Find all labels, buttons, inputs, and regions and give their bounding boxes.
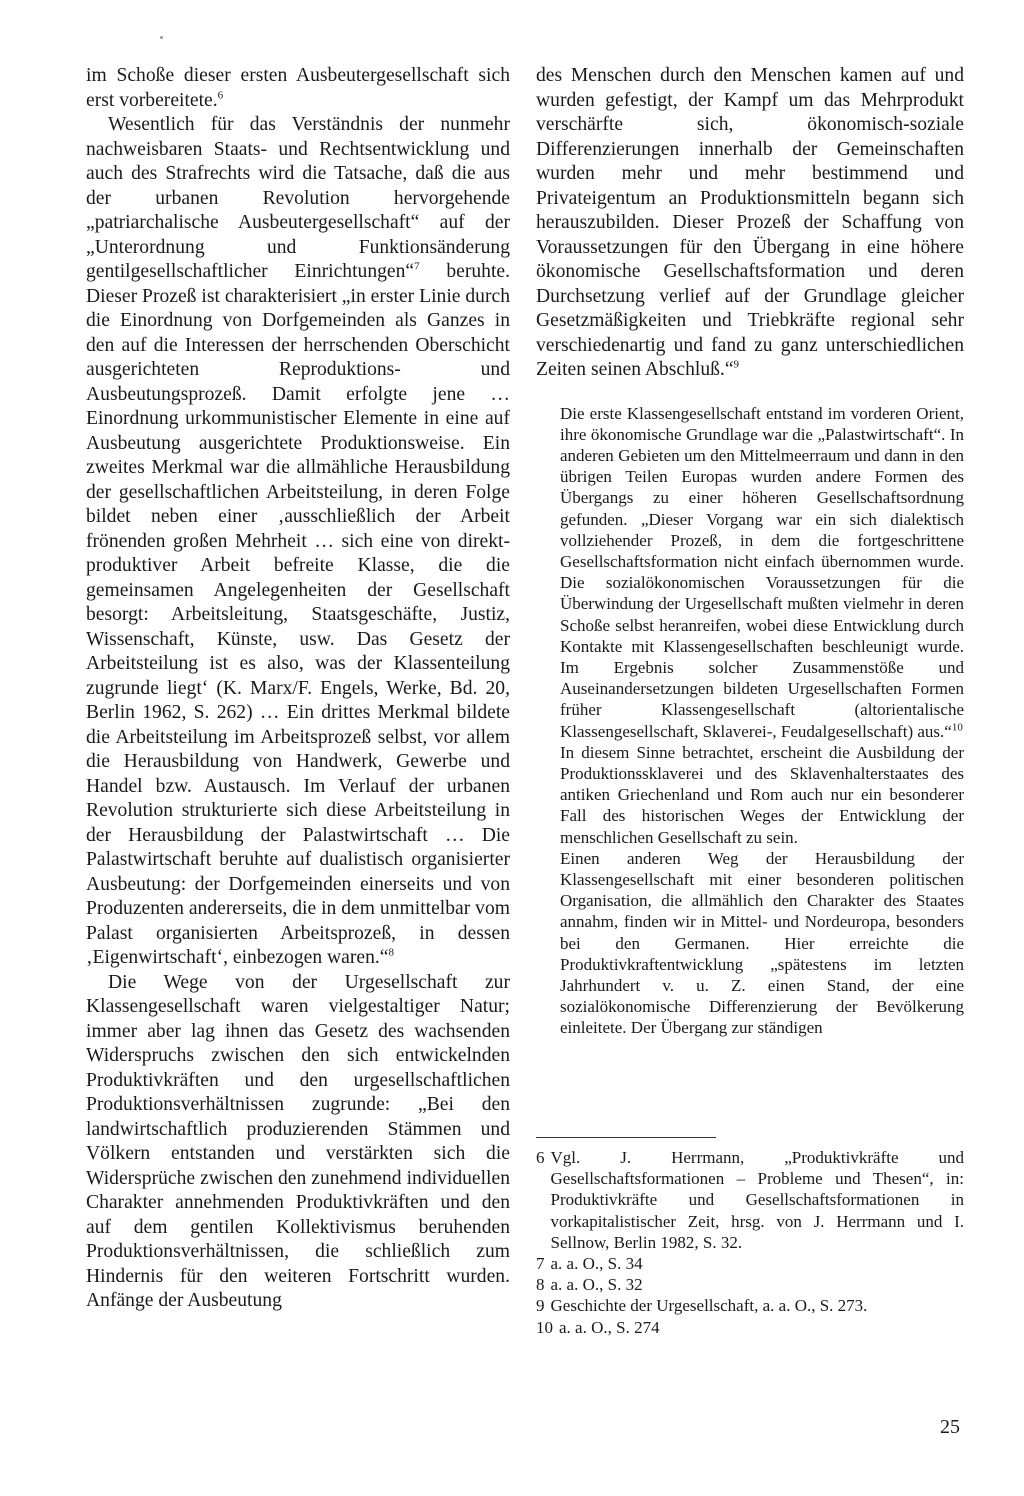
scan-speck: [160, 36, 163, 39]
indented-excursus: [536, 403, 964, 1039]
right-column: [536, 64, 964, 1039]
paragraph: Die erste Klassengesellschaft entstand im vorderen Orient, ihre ökonomische Grundlage war die „Palastwirtschaft“. In anderen Gebieten um den Mittelmeerraum und dann in den übrigen Teilen Europas wurden andere Formen des Übergangs zu einer höheren Gesellschaftsordnung gefunden. „Dieser Vorgang war ein sich dialektisch vollziehender Prozeß, in dem die fortgeschrittene Gesellschaftsformation nicht einfach übernommen wurde. Die sozialökonomischen Voraussetzungen für die Überwindung der Urgesellschaft mußten vielmehr in deren Schoße selbst heranreifen, wobei diese Entwicklung durch Kontakte mit Klassengesellschaften beschleunigt wurde. Im Ergebnis solcher Zusammenstöße und Auseinandersetzungen bildeten Urgesellschaften Formen früher Klassengesellschaft (altorientalische Klassengesellschaft, Sklaverei-, Feudalgesellschaft) aus.“$^{10}$: [560, 403, 964, 741]
footnote-ref: 9: [733, 358, 740, 371]
footnote: 10 a. a. O., S. 274: [536, 1317, 660, 1337]
footnotes: [536, 1147, 964, 1338]
paragraph: im Schoße dieser ersten Ausbeutergesellschaft sich erst vorbereitete.$^6$: [86, 65, 510, 111]
left-column: [86, 64, 510, 1314]
page-number: 25: [940, 1416, 960, 1438]
paragraph: Die Wege von der Urgesellschaft zur Klassengesellschaft waren vielgestaltiger Natur; immer aber lag ihnen das Gesetz des wachsenden Widerspruchs zwischen den sich entwickelnden Produktivkräften und den urgesellschaftlichen Produktionsverhältnissen zugrunde: „Bei den landwirtschaftlich produzierenden Stämmen und Völkern entstanden und verstärkten sich die Widersprüche zwischen den zunehmend individuellen Charakter annehmenden Produktivkräften und den auf dem gentilen Kollektivismus beruhenden Produktionsverhältnissen, die schließlich zum Hindernis für den weiteren Fortschritt wurden. Anfänge der Ausbeutung: [86, 971, 510, 1311]
footnote-ref: 7: [414, 260, 420, 273]
footnote-ref: 6: [217, 88, 224, 101]
footnote: 7 a. a. O., S. 34: [536, 1254, 643, 1274]
footnote-ref: 8: [388, 946, 394, 959]
footnote-divider: [536, 1137, 716, 1138]
footnote-ref: 10: [951, 720, 963, 733]
paragraph: Wesentlich für das Verständnis der nunmehr nachweisbaren Staats- und Rechtsentwicklung und auch des Strafrechts wird die Tatsache, daß die aus der urbanen Revolution hervorgehende „patriarchalische Ausbeutergesellschaft“ auf der „Unterordnung und Funktionsänderung gentilgesellschaftlicher Einrichtungen“$^7$ beruhte. Dieser Prozeß ist charakterisiert „in erster Linie durch die Einordnung von Dorfgemeinden als Ganzes in den auf die Interessen der herrschenden Oberschicht ausgerichteten Reproduktions- und Ausbeutungsprozeß. Damit erfolgte jene … Einordnung urkommunistischer Elemente in eine auf Ausbeutung ausgerichtete Produktionsweise. Ein zweites Merkmal war die allmähliche Herausbildung der gesellschaftlichen Arbeitsteilung, in deren Folge bildet neben einer ‚ausschließlich der Arbeit frönenden großen Mehrheit … sich eine von direkt-produktiver Arbeit befreite Klasse, die die gemeinsamen Angelegenheiten der Gesellschaft besorgt: Arbeitsleitung, Staatsgeschäfte, Justiz, Wissenschaft, Künste, usw. Das Gesetz der Arbeitsteilung ist es also, was der Klassenteilung zugrunde liegt‘ (K. Marx/F. Engels, Werke, Bd. 20, Berlin 1962, S. 262) … Ein drittes Merkmal bildete die Arbeitsteilung im Arbeitsprozeß selbst, vor allem die Herausbildung von Handwerk, Gewerbe und Handel bzw. Austausch. Im Verlauf der urbanen Revolution strukturierte sich diese Arbeitsteilung in der Herausbildung der Palastwirtschaft … Die Palastwirtschaft beruhte auf dualistisch organisierter Ausbeutung: der Dorfgemeinden einerseits und von Produzenten andererseits, die in dem unmittelbar vom Palast organisierten Arbeitsprozeß, in dessen ‚Eigenwirtschaft‘, einbezogen waren.“$^8$: [86, 114, 510, 968]
footnote: 6 Vgl. J. Herrmann, „Produktivkräfte und Gesellschaftsformationen – Probleme und Thesen“, in: Produktivkräfte und Gesellschaftsformationen in vorkapitalistischer Zeit, hrsg. von J. Herrmann und I. Sellnow, Berlin 1982, S. 32.: [536, 1148, 964, 1252]
paragraph: des Menschen durch den Menschen kamen auf und wurden gefestigt, der Kampf um das Mehrprodukt verschärfte sich, ökonomisch-soziale Differenzierungen innerhalb der Gemeinschaften wurden mehr und mehr bestimmend und Privateigentum an Produktionsmitteln begann sich herauszubilden. Dieser Prozeß der Schaffung von Voraussetzungen für den Übergang in eine höhere ökonomische Gesellschaftsformation und deren Durchsetzung verlief auf der Grundlage gleicher Gesetzmäßigkeiten und Triebkräfte regional sehr verschiedenartig und fand zu ganz unterschiedlichen Zeiten seinen Abschluß.“$^9$: [536, 65, 964, 380]
paragraph: Einen anderen Weg der Herausbildung der Klassengesellschaft mit einer besonderen politischen Organisation, die allmählich den Charakter des Staates annahm, finden wir in Mittel- und Nordeuropa, besonders bei den Germanen. Hier erreichte die Produktivkraftentwicklung „spätestens im letzten Jahrhundert v. u. Z. einen Stand, der eine sozialökonomische Differenzierung der Bevölkerung einleitete. Der Übergang zur ständigen: [560, 848, 964, 1038]
paragraph: In diesem Sinne betrachtet, erscheint die Ausbildung der Produktionssklaverei und des Sklavenhalterstaates des antiken Griechenland und Rom auch nur ein besonderer Fall des historischen Weges der Entwicklung der menschlichen Gesellschaft zu sein.: [560, 742, 964, 847]
footnote: 9 Geschichte der Urgesellschaft, a. a. O., S. 273.: [536, 1296, 868, 1316]
footnote: 8 a. a. O., S. 32: [536, 1275, 643, 1295]
